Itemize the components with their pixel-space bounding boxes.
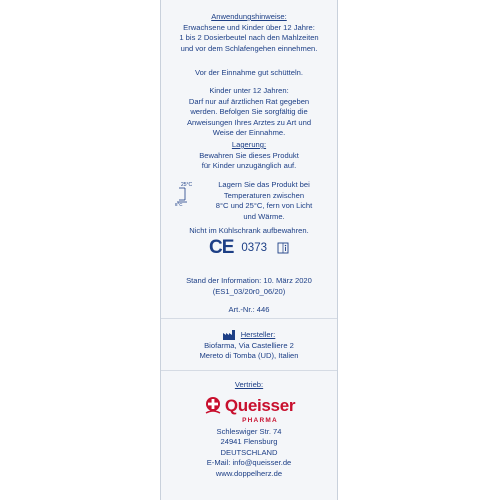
usage-line: 1 bis 2 Dosierbeutel nach den Mahlzeiten [179, 33, 319, 43]
svg-text:25°C: 25°C [181, 182, 193, 188]
brand-subtitle: PHARMA [242, 416, 278, 424]
manufacturer-heading-row [161, 330, 337, 341]
article-text: Art.-Nr.: 446 [228, 305, 270, 314]
usage-line: und vor dem Schlafengehen einnehmen. [180, 43, 318, 53]
temperature-line: Temperaturen zwischen [223, 190, 305, 200]
usage-heading: Anwendungshinweise: [211, 12, 287, 21]
info-section [161, 276, 337, 297]
storage-line: Bewahren Sie dieses Produkt [199, 150, 299, 160]
info-code: (ES1_03/20r0_06/20) [212, 286, 286, 296]
temperature-line: und Wärme. [243, 211, 285, 221]
manufacturer-section [161, 330, 337, 362]
svg-text:8°C: 8°C [175, 202, 183, 206]
temperature-line: Lagern Sie das Produkt bei [218, 180, 310, 189]
info-date: Stand der Information: 10. März 2020 [186, 276, 312, 285]
manufacturer-line: Biofarma, Via Castelliere 2 [204, 340, 294, 350]
manufacturer-heading: Hersteller: [240, 330, 276, 339]
children-line: Weise der Einnahme. [212, 128, 286, 138]
children-line: Kinder unter 12 Jahren: [209, 86, 289, 95]
children-section [161, 86, 337, 139]
queisser-wordmark [224, 395, 296, 415]
storage-section [161, 140, 337, 172]
storage-line: für Kinder unzugänglich auf. [201, 161, 297, 171]
ce-mark: CE [209, 236, 234, 258]
factory-icon [223, 330, 237, 340]
distributor-heading: Vertrieb: [234, 380, 264, 389]
shake-note [161, 68, 337, 79]
children-line: Darf nur auf ärztlichen Rat gegeben [188, 96, 310, 106]
storage-heading: Lagerung: [231, 140, 267, 149]
distributor-email: E-Mail: info@queisser.de [206, 458, 292, 468]
fridge-text: Nicht im Kühlschrank aufbewahren. [189, 226, 309, 235]
children-line: werden. Befolgen Sie sorgfältig die [190, 107, 308, 117]
brand-name: Queisser [224, 395, 296, 415]
distributor-website: www.doppelherz.de [215, 468, 283, 478]
temperature-section [161, 180, 337, 222]
usage-section [161, 12, 337, 54]
instructions-book-icon [277, 242, 289, 254]
children-line: Anweisungen Ihres Arztes zu Art und [186, 117, 312, 127]
fridge-note [161, 226, 337, 237]
article-number [161, 305, 337, 316]
temperature-line: 8°C und 25°C, fern von Licht [215, 201, 313, 211]
distributor-section [161, 380, 337, 480]
leaflet-panel [160, 0, 338, 500]
thermometer-icon [175, 180, 201, 222]
queisser-logo [161, 395, 337, 417]
shake-text: Vor der Einnahme gut schütteln. [194, 68, 304, 77]
distributor-line: Schleswiger Str. 74 [216, 426, 282, 436]
manufacturer-line: Mereto di Tomba (UD), Italien [199, 351, 299, 361]
usage-line: Erwachsene und Kinder über 12 Jahre: [183, 22, 315, 32]
ce-number: 0373 [241, 241, 267, 254]
queisser-cross-icon [203, 395, 223, 417]
distributor-line: 24941 Flensburg [220, 437, 278, 447]
temperature-text [201, 180, 337, 222]
divider [161, 318, 337, 319]
ce-row [161, 236, 337, 258]
distributor-line: DEUTSCHLAND [220, 447, 278, 457]
divider [161, 370, 337, 371]
